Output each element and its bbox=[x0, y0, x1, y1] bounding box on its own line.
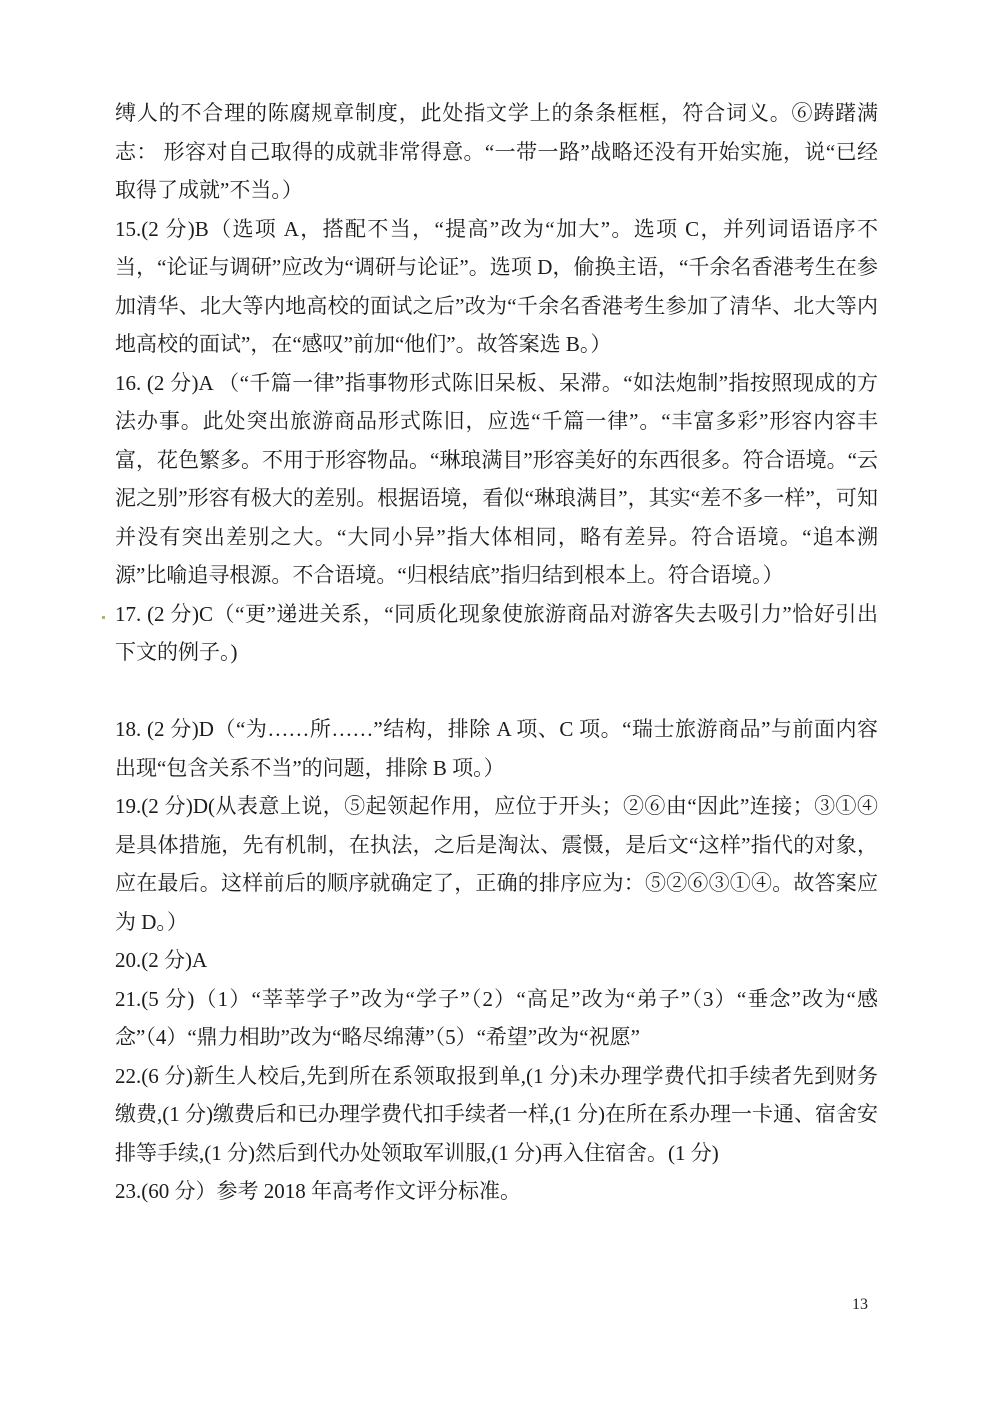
page-number: 13 bbox=[852, 1296, 868, 1313]
text-content bbox=[115, 94, 878, 1211]
blank-line bbox=[115, 672, 878, 711]
answer-paragraph-14-continuation: 缚人的不合理的陈腐规章制度，此处指文学上的条条框框，符合词义。⑥踌躇满志： 形容对自己取得的成就非常得意。“一带一路”战略还没有开始实施，说“已经取得了成就”不当。） bbox=[115, 101, 878, 202]
answer-paragraph-18: 18. (2 分)D（“为……所……”结构，排除 A 项、C 项。“瑞士旅游商品”与前面内容出现“包含关系不当”的问题，排除 B 项。） bbox=[115, 717, 878, 780]
answer-paragraph-22: 22.(6 分)新生人校后,先到所在系领取报到单,(1 分)未办理学费代扣手续者先到财务缴费,(1 分)缴费后和已办理学费代扣手续者一样,(1 分)在所在系办理一卡通、宿舍安排等手续,(1 分)然后到代办处领取军训服,(1 分)再入住宿舍。(1 分) bbox=[115, 1063, 878, 1165]
answer-paragraph-15: 15.(2 分)B（选项 A，搭配不当，“提高”改为“加大”。选项 C，并列词语语序不当，“论证与调研”应改为“调研与论证”。选项 D，偷换主语，“千余名香港考生在参加清华、北大等内地高校的面试之后”改为“千余名香港考生参加了清华、北大等内地高校的面试”，在“感叹”前加“他们”。故答案选 B。） bbox=[115, 216, 878, 356]
answer-paragraph-20: 20.(2 分)A bbox=[115, 948, 208, 972]
answer-paragraph-16: 16. (2 分)A （“千篇一律”指事物形式陈旧呆板、呆滞。“如法炮制”指按照现成的方法办事。此处突出旅游商品形式陈旧，应选“千篇一律”。“丰富多彩”形容内容丰富，花色繁多。不用于形容物品。“琳琅满目”形容美好的东西很多。符合语境。“云泥之别”形容有极大的差别。根据语境，看似“琳琅满目”，其实“差不多一样”，可知并没有突出差别之大。“大同小异”指大体相同，略有差异。符合语境。“追本溯源”比喻追寻根源。不合语境。“归根结底”指归结到根本上。符合语境。） bbox=[115, 370, 878, 587]
answer-paragraph-23: 23.(60 分）参考 2018 年高考作文评分标准。 bbox=[115, 1179, 521, 1203]
answer-paragraph-17: 17. (2 分)C（“更”递进关系，“同质化现象使旅游商品对游客失去吸引力”恰好引出下文的例子。) bbox=[115, 601, 878, 664]
scan-artifact-dot bbox=[102, 616, 105, 619]
answer-paragraph-21: 21.(5 分)（1）“莘莘学子”改为“学子”（2）“高足”改为“弟子”（3）“垂念”改为“感念”（4）“鼎力相助”改为“略尽绵薄”（5）“希望”改为“祝愿” bbox=[115, 986, 878, 1049]
answer-paragraph-19: 19.(2 分)D(从表意上说，⑤起领起作用，应位于开头；②⑥由“因此”连接；③①④是具体措施，先有机制，在执法，之后是淘汰、震慑，是后文“这样”指代的对象，应在最后。这样前后的顺序就确定了，正确的排序应为：⑤②⑥③①④。故答案应为 D。） bbox=[115, 794, 878, 934]
